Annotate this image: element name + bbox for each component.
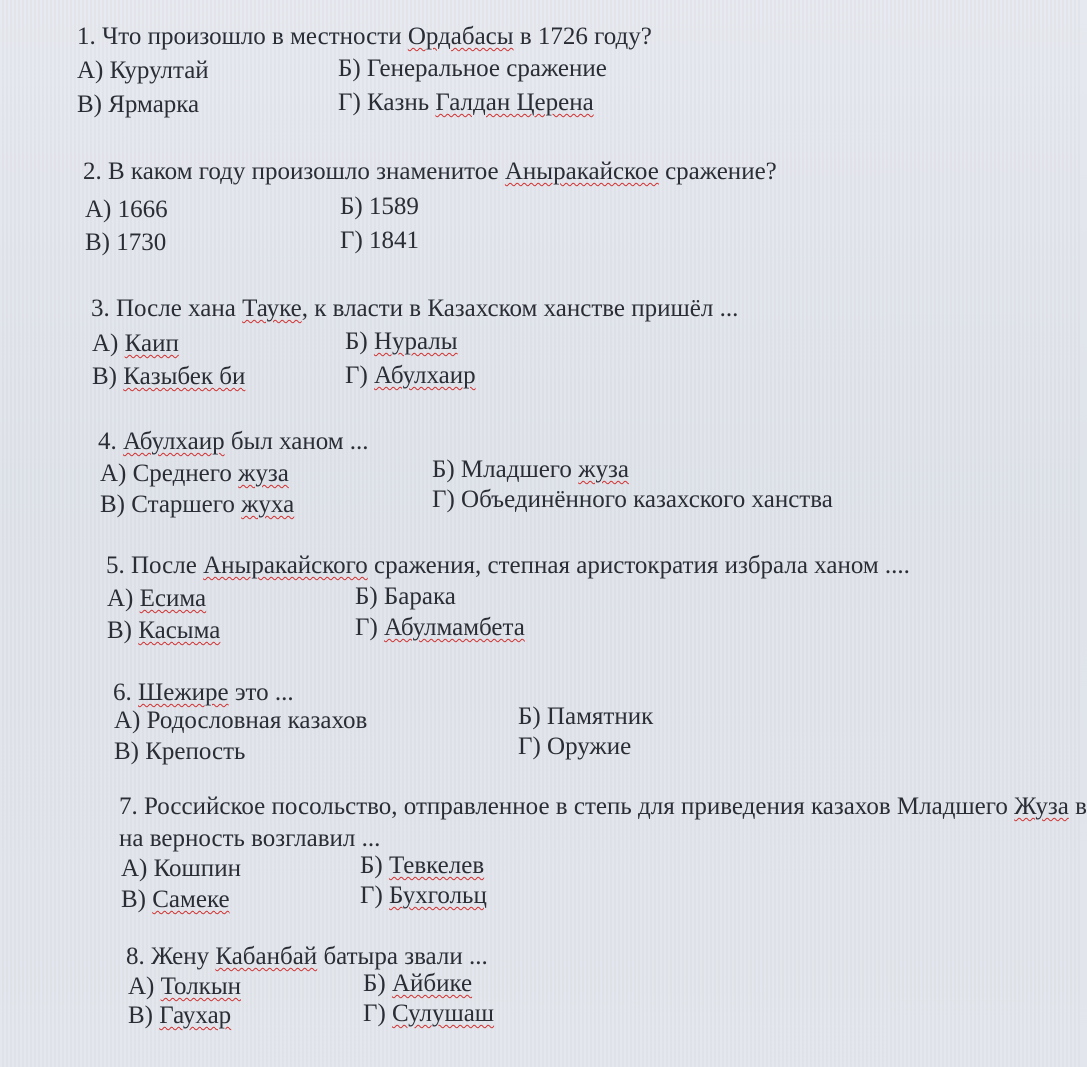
question-7-title-line2: на верность возглавил ... xyxy=(119,825,381,852)
q6-option-a: А) Родословная казахов xyxy=(114,707,368,734)
question-1 xyxy=(77,22,652,52)
q8-option-a: А) Толкын xyxy=(128,973,241,1000)
q3-option-a: А) Каип xyxy=(92,330,179,357)
q4-option-a: А) Среднего жуза xyxy=(100,460,289,487)
q6-option-d: Г) Оружие xyxy=(518,733,632,760)
q8-option-b: Б) Айбике xyxy=(363,970,473,997)
q5-option-a: А) Есима xyxy=(107,585,207,612)
q2-option-b: Б) 1589 xyxy=(340,193,419,220)
q6-option-c: В) Крепость xyxy=(114,738,246,765)
question-5-title: 5. После Аныракайского сражения, степная аристократия избрала ханом .... xyxy=(106,552,910,579)
q5-option-d: Г) Абулмамбета xyxy=(355,614,525,641)
question-6-title: 6. Шежире это ... xyxy=(113,679,294,706)
question-1-title: 1. Что произошло в местности Ордабасы в 1726 году? xyxy=(77,23,652,50)
question-4 xyxy=(98,427,369,457)
question-4-title: 4. Абулхаир был ханом ... xyxy=(98,428,369,455)
question-2-title: 2. В каком году произошло знаменитое Аныракайское сражение? xyxy=(83,158,777,185)
q7-option-a: А) Кошпин xyxy=(121,855,241,882)
q4-option-c: В) Старшего жуха xyxy=(100,491,295,518)
q3-option-d: Г) Абулхаир xyxy=(345,362,476,389)
question-7-title: 7. Российское посольство, отправленное в степь для приведения казахов Младшего Жуза в xyxy=(119,793,1087,820)
q6-option-b: Б) Памятник xyxy=(518,703,654,730)
question-3-title: 3. После хана Тауке, к власти в Казахском ханстве пришёл ... xyxy=(91,295,739,322)
q7-option-d: Г) Бухгольц xyxy=(360,882,487,909)
q1-option-b: Б) Генеральное сражение xyxy=(338,55,607,82)
q1-option-c: В) Ярмарка xyxy=(77,91,200,118)
question-3 xyxy=(91,294,738,324)
question-7 xyxy=(119,792,1087,822)
q5-option-c: В) Касыма xyxy=(107,617,221,644)
question-8 xyxy=(126,942,488,972)
q3-option-c: В) Казыбек би xyxy=(92,363,246,390)
q1-option-a: А) Курултай xyxy=(77,57,209,84)
q1-option-d: Г) Казнь Галдан Церена xyxy=(338,89,594,116)
q4-option-b: Б) Младшего жуза xyxy=(432,456,629,483)
q3-option-b: Б) Нуралы xyxy=(345,328,458,355)
q8-option-d: Г) Сулушаш xyxy=(363,1000,495,1027)
q7-option-b: Б) Тевкелев xyxy=(360,852,485,879)
question-5 xyxy=(106,551,910,581)
question-6 xyxy=(113,678,294,708)
q2-option-d: Г) 1841 xyxy=(340,227,420,254)
question-2 xyxy=(83,157,777,187)
question-8-title: 8. Жену Кабанбай батыра звали ... xyxy=(126,943,488,970)
q4-option-d: Г) Объединённого казахского ханства xyxy=(432,486,833,513)
q2-option-a: А) 1666 xyxy=(85,196,168,223)
q5-option-b: Б) Барака xyxy=(355,583,456,610)
q7-option-c: В) Самеке xyxy=(121,886,230,913)
q8-option-c: В) Гаухар xyxy=(128,1002,232,1029)
q2-option-c: В) 1730 xyxy=(85,229,167,256)
